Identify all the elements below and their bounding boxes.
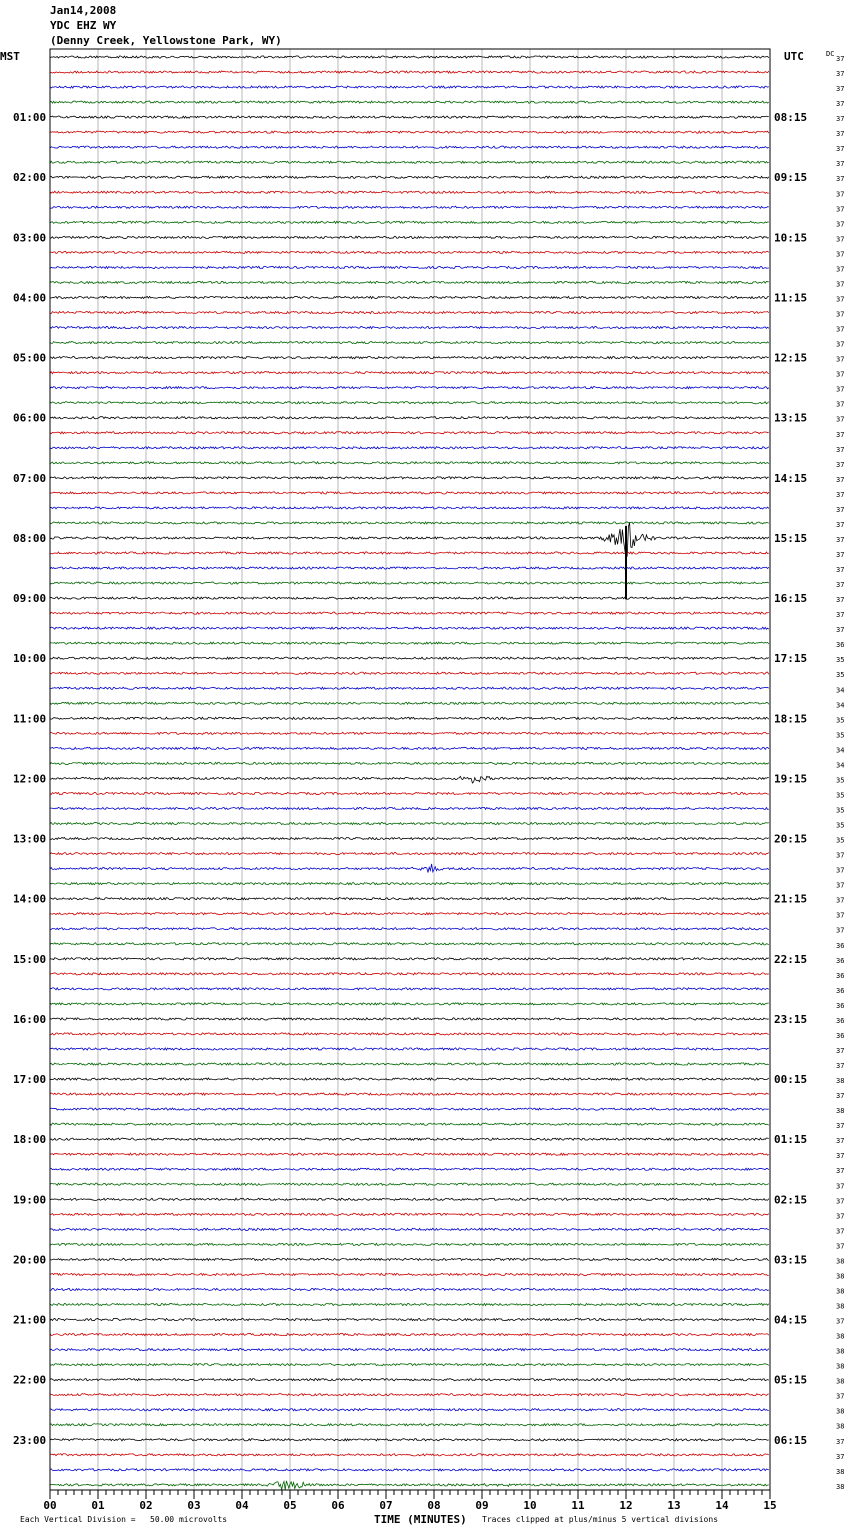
trace-line xyxy=(50,1288,769,1290)
trace-group xyxy=(50,56,769,1490)
trace-line xyxy=(50,251,769,253)
trace-line xyxy=(50,432,769,434)
trace-line xyxy=(50,988,769,990)
trace-line xyxy=(50,853,769,855)
dc-offset-label: 34 xyxy=(836,746,845,755)
trace-line xyxy=(50,116,769,118)
right-hour-label: 08:15 xyxy=(774,111,808,125)
dc-offset-label: 37 xyxy=(836,520,845,529)
dc-offset-label: 37 xyxy=(836,1197,845,1206)
dc-offset-label: 35 xyxy=(836,671,845,680)
x-tick-label: 04 xyxy=(235,1499,249,1512)
x-tick-label: 08 xyxy=(427,1499,441,1512)
dc-offset-label: 37 xyxy=(836,1452,845,1461)
trace-line xyxy=(50,1454,769,1456)
left-hour-label: 15:00 xyxy=(13,952,47,966)
dc-offset-label: 35 xyxy=(836,791,845,800)
dc-offset-label: 37 xyxy=(836,85,845,94)
left-hour-label: 12:00 xyxy=(13,772,47,786)
trace-line xyxy=(50,864,769,873)
dc-offset-label: 37 xyxy=(836,896,845,905)
trace-line xyxy=(50,1018,769,1020)
left-hour-label: 23:00 xyxy=(13,1433,47,1447)
right-hour-label: 14:15 xyxy=(774,471,808,485)
trace-line xyxy=(50,326,769,328)
dc-offset-label: 37 xyxy=(836,1317,845,1326)
left-hour-label: 13:00 xyxy=(13,832,47,846)
trace-line xyxy=(50,552,769,554)
dc-offset-label: 37 xyxy=(836,205,845,214)
trace-line xyxy=(50,101,769,103)
right-hour-label: 04:15 xyxy=(774,1313,808,1327)
trace-line xyxy=(50,281,769,283)
dc-offset-label: 37 xyxy=(836,250,845,259)
dc-offset-label: 37 xyxy=(836,430,845,439)
dc-offset-label: 37 xyxy=(836,340,845,349)
dc-offset-label: 38 xyxy=(836,1287,845,1296)
trace-line xyxy=(50,913,769,915)
dc-offset-label: 38 xyxy=(836,1407,845,1416)
trace-line xyxy=(50,958,769,960)
dc-offset-label: 37 xyxy=(836,596,845,605)
dc-offset-label: 37 xyxy=(836,1182,845,1191)
trace-line xyxy=(50,1183,769,1185)
left-hour-label: 22:00 xyxy=(13,1373,47,1387)
trace-line xyxy=(50,627,769,629)
right-hour-label: 13:15 xyxy=(774,411,808,425)
dc-offset-label: 36 xyxy=(836,1001,845,1010)
dc-offset-label: 37 xyxy=(836,310,845,319)
trace-line xyxy=(50,311,769,313)
left-hour-label: 11:00 xyxy=(13,712,47,726)
dc-offset-label: 35 xyxy=(836,821,845,830)
right-hour-label: 21:15 xyxy=(774,892,808,906)
x-tick-label: 12 xyxy=(619,1499,633,1512)
dc-offset-label: 37 xyxy=(836,1227,845,1236)
dc-offset-label: 37 xyxy=(836,100,845,109)
left-hour-label: 01:00 xyxy=(13,111,47,125)
left-hour-label: 20:00 xyxy=(13,1253,47,1267)
dc-offset-label: 37 xyxy=(836,1212,845,1221)
trace-line xyxy=(50,266,769,268)
trace-line xyxy=(50,1198,769,1200)
dc-offset-label: 34 xyxy=(836,761,845,770)
dc-offset-label: 37 xyxy=(836,1092,845,1101)
dc-offset-label: 37 xyxy=(836,235,845,244)
dc-offset-label: 38 xyxy=(836,1422,845,1431)
dc-offset-label: 37 xyxy=(836,400,845,409)
trace-line xyxy=(50,1138,769,1140)
trace-line xyxy=(50,1439,769,1441)
dc-offset-label: 37 xyxy=(836,535,845,544)
dc-offset-label: 36 xyxy=(836,971,845,980)
left-hour-label: 14:00 xyxy=(13,892,47,906)
trace-line xyxy=(50,462,769,464)
dc-offset-label: 37 xyxy=(836,490,845,499)
trace-line xyxy=(50,1303,769,1305)
trace-line xyxy=(50,883,769,885)
trace-line xyxy=(50,1424,769,1426)
x-axis-title: TIME (MINUTES) xyxy=(374,1513,467,1526)
x-tick-label: 05 xyxy=(283,1499,297,1512)
left-hour-label: 06:00 xyxy=(13,411,47,425)
dc-offset-label: 36 xyxy=(836,1031,845,1040)
dc-offset-label: 37 xyxy=(836,550,845,559)
left-hour-label: 19:00 xyxy=(13,1193,47,1207)
dc-offset-label: 38 xyxy=(836,1467,845,1476)
trace-line xyxy=(50,672,769,674)
dc-offset-label: 37 xyxy=(836,115,845,124)
right-hour-label: 17:15 xyxy=(774,652,808,666)
trace-line xyxy=(50,1123,769,1125)
trace-line xyxy=(50,71,769,73)
right-hour-label: 23:15 xyxy=(774,1012,808,1026)
trace-line xyxy=(50,687,769,689)
trace-line xyxy=(50,1394,769,1396)
trace-line xyxy=(50,657,769,659)
dc-offset-label: 37 xyxy=(836,1046,845,1055)
trace-line xyxy=(50,1168,769,1170)
x-tick-label: 07 xyxy=(379,1499,393,1512)
trace-line xyxy=(50,943,769,945)
dc-offset-label: 37 xyxy=(836,460,845,469)
x-tick-label: 15 xyxy=(763,1499,777,1512)
left-timezone-label: MST xyxy=(0,50,20,63)
x-tick-label: 00 xyxy=(43,1499,57,1512)
trace-line xyxy=(50,447,769,449)
x-tick-label: 11 xyxy=(571,1499,585,1512)
dc-offset-label: 35 xyxy=(836,776,845,785)
trace-line xyxy=(50,1469,769,1471)
trace-line xyxy=(50,582,769,584)
dc-offset-label: 37 xyxy=(836,881,845,890)
dc-offset-label: 38 xyxy=(836,1272,845,1281)
trace-line xyxy=(50,642,769,644)
right-hour-label: 16:15 xyxy=(774,592,808,606)
dc-offset-label: 37 xyxy=(836,611,845,620)
dc-offset-label: 37 xyxy=(836,505,845,514)
trace-line xyxy=(50,1003,769,1005)
dc-offset-label: 36 xyxy=(836,986,845,995)
dc-offset-label: 37 xyxy=(836,295,845,304)
trace-line xyxy=(50,1364,769,1366)
dc-offset-label: 37 xyxy=(836,325,845,334)
trace-line xyxy=(50,507,769,509)
dc-offset-label: 37 xyxy=(836,926,845,935)
trace-line xyxy=(50,1078,769,1080)
trace-line xyxy=(50,1153,769,1155)
right-hour-label: 10:15 xyxy=(774,231,808,245)
trace-line xyxy=(50,221,769,223)
trace-line xyxy=(50,206,769,208)
trace-line xyxy=(50,1213,769,1215)
trace-line xyxy=(50,1063,769,1065)
trace-line xyxy=(50,837,769,839)
trace-line xyxy=(50,597,769,599)
dc-offset-label: 37 xyxy=(836,385,845,394)
trace-line xyxy=(50,717,769,719)
dc-offset-label: 37 xyxy=(836,475,845,484)
dc-offset-label: 37 xyxy=(836,445,845,454)
dc-offset-label: 37 xyxy=(836,355,845,364)
trace-line xyxy=(50,762,769,764)
trace-line xyxy=(50,341,769,343)
trace-line xyxy=(50,822,769,824)
dc-offset-label: 36 xyxy=(836,941,845,950)
left-hour-label: 17:00 xyxy=(13,1073,47,1087)
left-hour-label: 16:00 xyxy=(13,1012,47,1026)
right-hour-label: 00:15 xyxy=(774,1073,808,1087)
trace-line xyxy=(50,131,769,133)
right-hour-label: 05:15 xyxy=(774,1373,808,1387)
trace-line xyxy=(50,1228,769,1230)
trace-line xyxy=(50,236,769,238)
dc-offset-label: 37 xyxy=(836,1167,845,1176)
dc-offset-label: 35 xyxy=(836,656,845,665)
x-tick-label: 03 xyxy=(187,1499,201,1512)
trace-line xyxy=(50,792,769,794)
trace-line xyxy=(50,567,769,569)
trace-line xyxy=(50,928,769,930)
trace-line xyxy=(50,1108,769,1110)
x-tick-label: 09 xyxy=(475,1499,489,1512)
right-hour-label: 20:15 xyxy=(774,832,808,846)
trace-line xyxy=(50,1243,769,1245)
dc-offset-label: 37 xyxy=(836,1122,845,1131)
dc-label: DC xyxy=(826,50,835,58)
vertical-division-note: Each Vertical Division = 50.00 microvolts xyxy=(20,1515,228,1524)
dc-offset-label: 34 xyxy=(836,686,845,695)
trace-line xyxy=(50,1333,769,1335)
right-hour-label: 15:15 xyxy=(774,531,808,545)
dc-offset-label: 34 xyxy=(836,701,845,710)
left-hour-label: 04:00 xyxy=(13,291,47,305)
right-hour-label: 06:15 xyxy=(774,1433,808,1447)
x-tick-label: 02 xyxy=(139,1499,153,1512)
trace-line xyxy=(50,387,769,389)
trace-line xyxy=(50,747,769,749)
trace-line xyxy=(50,417,769,419)
dc-offset-label: 38 xyxy=(836,1302,845,1311)
trace-line xyxy=(50,1409,769,1411)
x-tick-label: 01 xyxy=(91,1499,105,1512)
x-tick-label: 06 xyxy=(331,1499,345,1512)
dc-offset-label: 37 xyxy=(836,55,845,63)
trace-line xyxy=(50,357,769,359)
trace-line xyxy=(50,522,769,524)
dc-offset-label: 36 xyxy=(836,956,845,965)
header-station: YDC EHZ WY xyxy=(50,19,117,32)
dc-offset-label: 38 xyxy=(836,1332,845,1341)
trace-line xyxy=(50,1093,769,1095)
dc-offset-label: 37 xyxy=(836,175,845,184)
dc-offset-label: 37 xyxy=(836,1137,845,1146)
trace-line xyxy=(50,86,769,88)
dc-offset-label: 37 xyxy=(836,160,845,169)
dc-offset-label: 36 xyxy=(836,1016,845,1025)
trace-line xyxy=(50,1379,769,1381)
trace-line xyxy=(50,702,769,704)
dc-offset-label: 37 xyxy=(836,1242,845,1251)
trace-line xyxy=(50,1481,769,1490)
dc-offset-label: 35 xyxy=(836,716,845,725)
trace-line xyxy=(50,776,769,783)
dc-offset-label: 37 xyxy=(836,415,845,424)
left-hour-label: 10:00 xyxy=(13,652,47,666)
right-hour-label: 03:15 xyxy=(774,1253,808,1267)
trace-line xyxy=(50,176,769,178)
dc-offset-label: 35 xyxy=(836,731,845,740)
dc-offset-label: 38 xyxy=(836,1377,845,1386)
dc-offset-label: 37 xyxy=(836,280,845,289)
trace-line xyxy=(50,1048,769,1050)
dc-offset-label: 37 xyxy=(836,1437,845,1446)
trace-line xyxy=(50,402,769,404)
trace-line xyxy=(50,56,769,58)
dc-offset-label: 38 xyxy=(836,1362,845,1371)
trace-line xyxy=(50,191,769,193)
trace-line xyxy=(50,1273,769,1275)
dc-offset-label: 37 xyxy=(836,190,845,199)
dc-offset-label: 38 xyxy=(836,1347,845,1356)
dc-offset-label: 37 xyxy=(836,1392,845,1401)
x-tick-label: 14 xyxy=(715,1499,729,1512)
right-hour-label: 18:15 xyxy=(774,712,808,726)
left-hour-label: 05:00 xyxy=(13,351,47,365)
left-hour-label: 08:00 xyxy=(13,531,47,545)
dc-offset-label: 37 xyxy=(836,1062,845,1071)
trace-line xyxy=(50,1348,769,1350)
dc-offset-label: 37 xyxy=(836,145,845,154)
x-tick-label: 10 xyxy=(523,1499,537,1512)
right-hour-label: 02:15 xyxy=(774,1193,808,1207)
dc-offset-label: 38 xyxy=(836,1257,845,1266)
dc-offset-label: 37 xyxy=(836,370,845,379)
left-hour-label: 09:00 xyxy=(13,592,47,606)
trace-line xyxy=(50,1033,769,1035)
trace-line xyxy=(50,1258,769,1260)
dc-offset-label: 36 xyxy=(836,641,845,650)
left-hour-label: 21:00 xyxy=(13,1313,47,1327)
trace-line xyxy=(50,898,769,900)
dc-offset-label: 37 xyxy=(836,265,845,274)
header-location: (Denny Creek, Yellowstone Park, WY) xyxy=(50,34,282,47)
dc-offset-label: 37 xyxy=(836,851,845,860)
trace-line xyxy=(50,807,769,809)
right-timezone-label: UTC xyxy=(784,50,804,63)
dc-offset-label: 37 xyxy=(836,1152,845,1161)
right-hour-label: 12:15 xyxy=(774,351,808,365)
dc-offset-label: 37 xyxy=(836,130,845,139)
dc-offset-label: 38 xyxy=(836,1482,845,1491)
dc-offset-label: 37 xyxy=(836,581,845,590)
trace-line xyxy=(50,732,769,734)
dc-offset-label: 38 xyxy=(836,1107,845,1116)
left-hour-label: 07:00 xyxy=(13,471,47,485)
right-hour-label: 09:15 xyxy=(774,171,808,185)
header-date: Jan14,2008 xyxy=(50,4,117,17)
dc-offset-label: 37 xyxy=(836,566,845,575)
left-hour-label: 02:00 xyxy=(13,171,47,185)
dc-offset-label: 35 xyxy=(836,836,845,845)
trace-line xyxy=(50,1318,769,1320)
dc-offset-label: 37 xyxy=(836,911,845,920)
trace-line xyxy=(50,612,769,614)
left-hour-label: 03:00 xyxy=(13,231,47,245)
trace-line xyxy=(50,492,769,494)
dc-offset-label: 38 xyxy=(836,1077,845,1086)
right-hour-label: 22:15 xyxy=(774,952,808,966)
dc-offset-label: 37 xyxy=(836,866,845,875)
trace-line xyxy=(50,477,769,479)
dc-offset-label: 37 xyxy=(836,220,845,229)
trace-line xyxy=(50,372,769,374)
dc-offset-label: 37 xyxy=(836,626,845,635)
left-hour-label: 18:00 xyxy=(13,1133,47,1147)
right-hour-label: 11:15 xyxy=(774,291,808,305)
trace-line xyxy=(50,146,769,148)
dc-offset-label: 37 xyxy=(836,70,845,79)
trace-line xyxy=(50,296,769,298)
dc-offset-label: 35 xyxy=(836,806,845,815)
trace-line xyxy=(50,161,769,163)
right-hour-label: 01:15 xyxy=(774,1133,808,1147)
right-hour-label: 19:15 xyxy=(774,772,808,786)
trace-line xyxy=(50,973,769,975)
clip-note: Traces clipped at plus/minus 5 vertical divisions xyxy=(482,1515,719,1524)
x-axis xyxy=(43,1490,776,1512)
x-tick-label: 13 xyxy=(667,1499,681,1512)
